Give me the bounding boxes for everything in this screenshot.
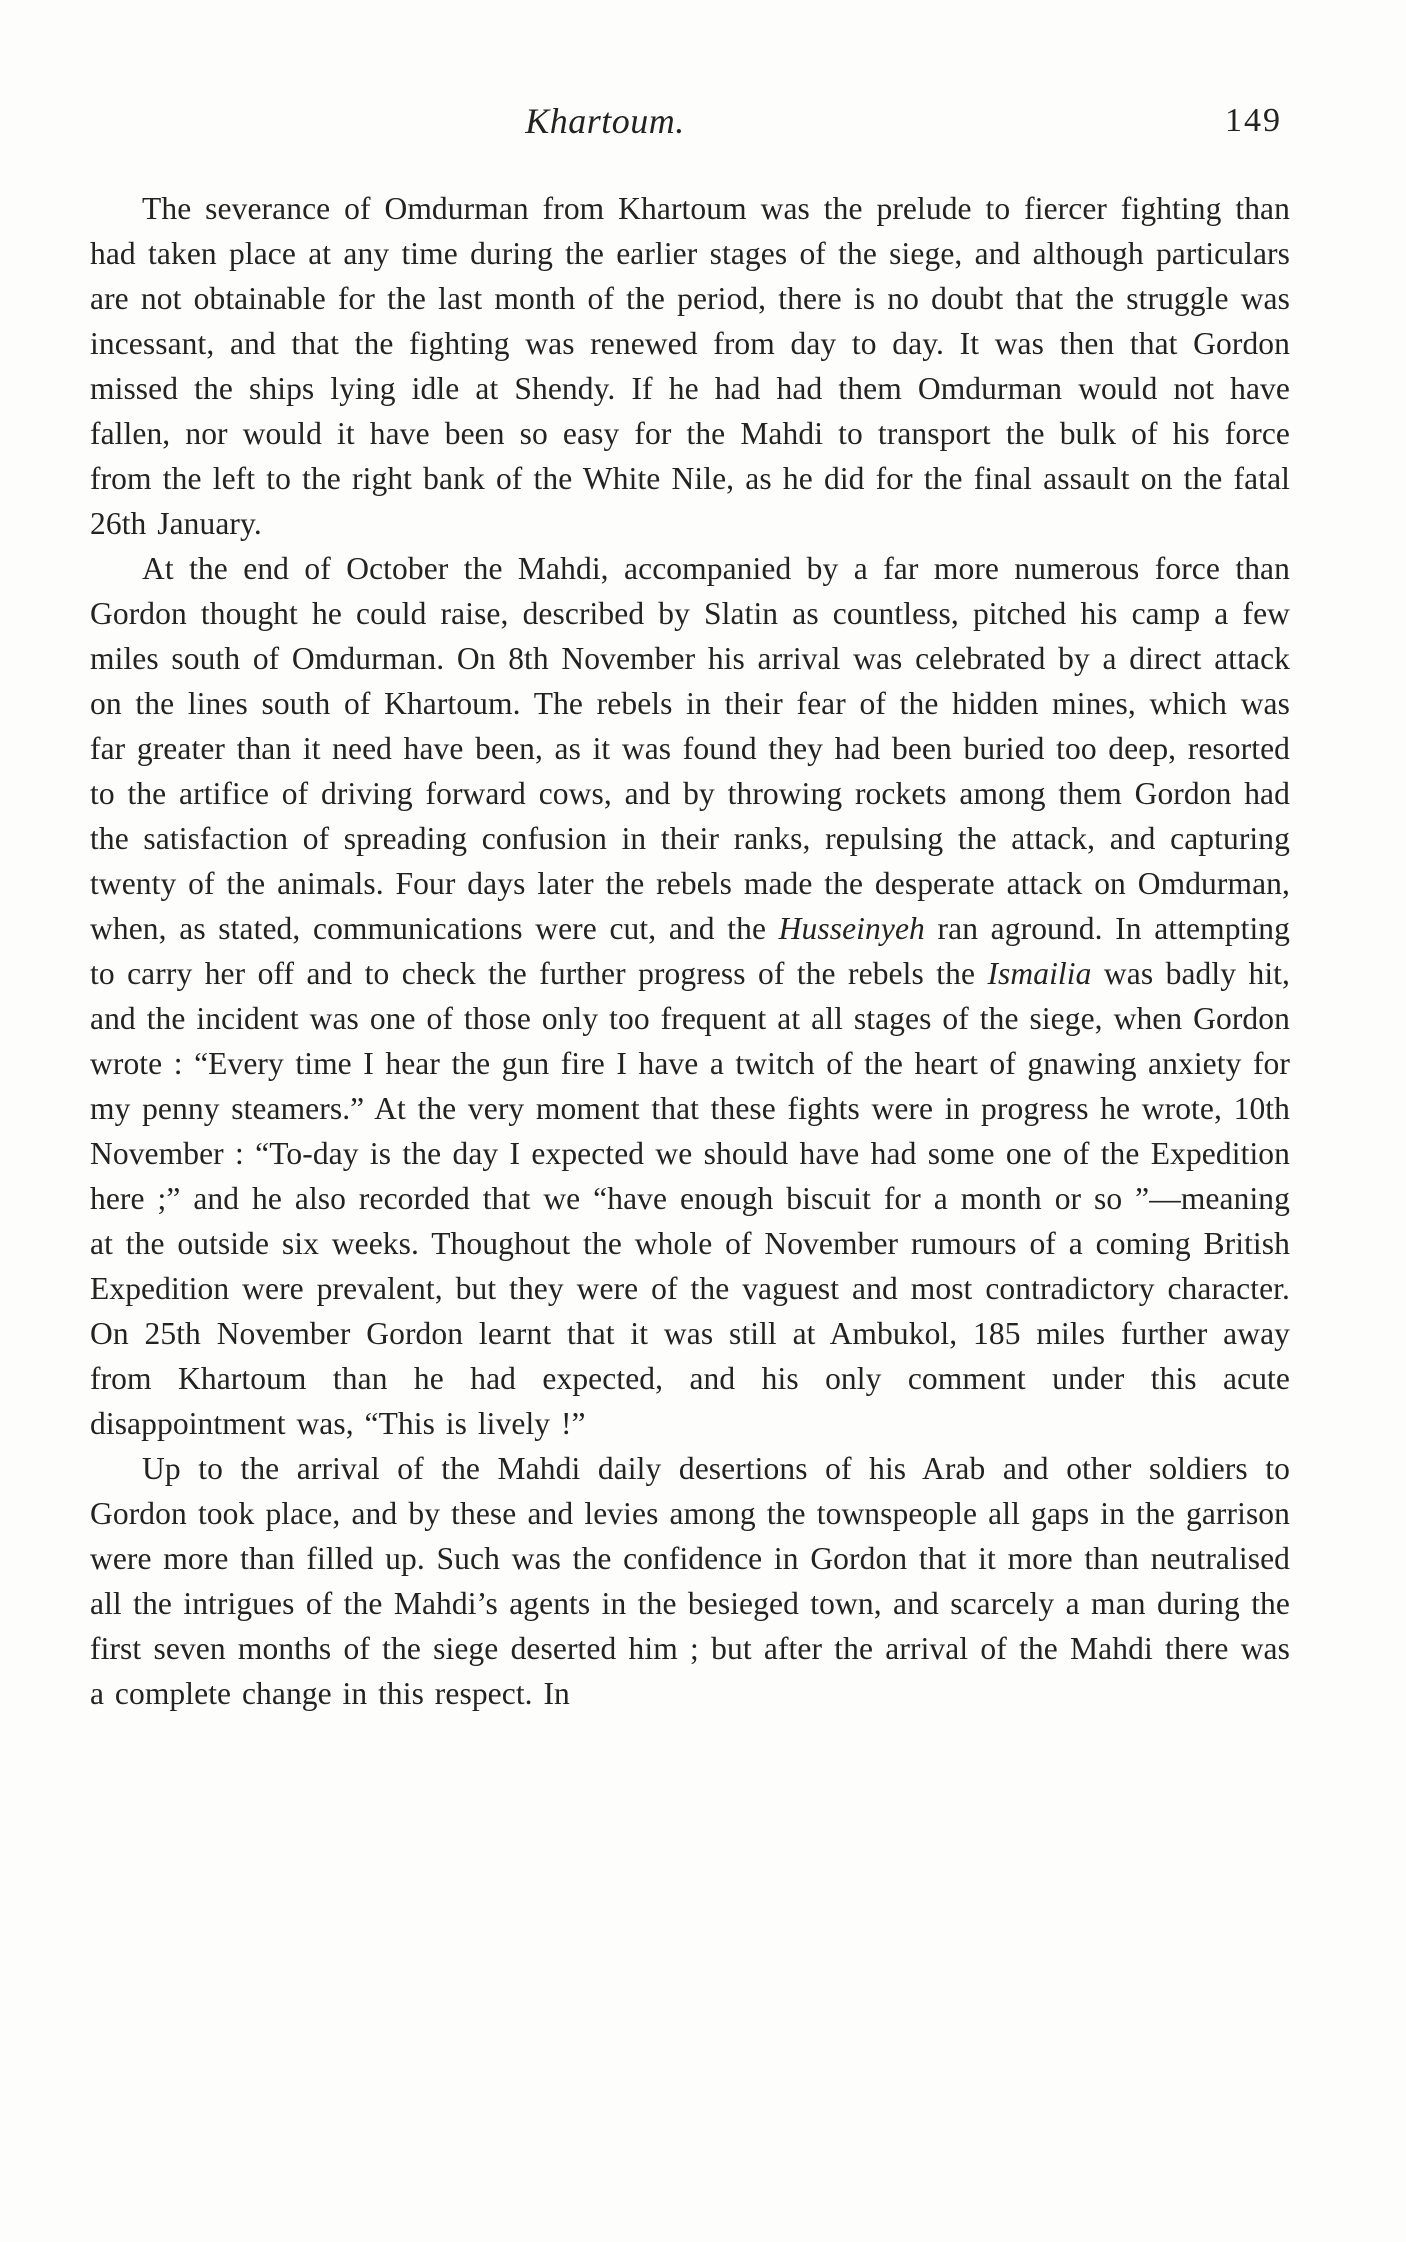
ship-name-ismailia: Ismailia xyxy=(987,956,1092,991)
paragraph-text: The severance of Omdurman from Khartoum was the prelude to fiercer fighting than had taken place at any time during the earlier stages of the siege, and although particulars are not obtainable for the last month of the period, there is no doubt that the struggle was incessant, and that the fighting was renewed from day to day. It was then that Gordon missed the ships lying idle at Shendy. If he had had them Omdurman would not have fallen, nor would it have been so easy for the Mahdi to transport the bulk of his force from the left to the right bank of the White Nile, as he did for the final assault on the fatal 26th January. xyxy=(90,191,1290,541)
running-title: Khartoum. xyxy=(525,101,685,141)
page-body xyxy=(90,186,1290,1716)
paragraph-1 xyxy=(90,186,1290,546)
paragraph-text: At the end of October the Mahdi, accompanied by a far more numerous force than Gordon thought he could raise, described by Slatin as countless, pitched his camp a few miles south of Omdurman. On 8th November his arrival was celebrated by a direct attack on the lines south of Khartoum. The rebels in their fear of the hidden mines, which was far greater than it need have been, as it was found they had been buried too deep, resorted to the artifice of driving forward cows, and by throwing rockets among them Gordon had the satisfaction of spreading confusion in their ranks, repulsing the attack, and capturing twenty of the animals. Four days later the rebels made the desperate attack on Omdurman, when, as stated, communications were cut, and the xyxy=(90,551,1290,946)
paragraph-text: ran aground. In attempting to carry her off and to check the further progress of the rebels the xyxy=(90,911,1290,991)
ship-name-husseinyeh: Husseinyeh xyxy=(778,911,925,946)
paragraph-text: was badly hit, and the incident was one of those only too frequent at all stages of the siege, when Gordon wrote : “Every time I hear the gun fire I have a twitch of the heart of gnawing anxiety for my penny steamers.” At the very moment that these fights were in progress he wrote, 10th November : “To-day is the day I expected we should have had some one of the Expedition here ;” and he also recorded that we “have enough biscuit for a month or so ”—meaning at the outside six weeks. Thoughout the whole of November rumours of a coming British Expedition were prevalent, but they were of the vaguest and most contradictory character. On 25th November Gordon learnt that it was still at Ambukol, 185 miles further away from Khartoum than he had expected, and his only comment under this acute disappointment was, “This is lively !” xyxy=(90,956,1290,1441)
paragraph-text: Up to the arrival of the Mahdi daily desertions of his Arab and other soldiers to Gordon took place, and by these and levies among the townspeople all gaps in the garrison were more than filled up. Such was the confidence in Gordon that it more than neutralised all the intrigues of the Mahdi’s agents in the besieged town, and scarcely a man during the first seven months of the siege deserted him ; but after the arrival of the Mahdi there was a complete change in this respect. In xyxy=(90,1451,1290,1711)
page-number: 149 xyxy=(1225,102,1282,139)
paragraph-2 xyxy=(90,546,1290,1446)
paragraph-3 xyxy=(90,1446,1290,1716)
page-header xyxy=(90,100,1290,150)
